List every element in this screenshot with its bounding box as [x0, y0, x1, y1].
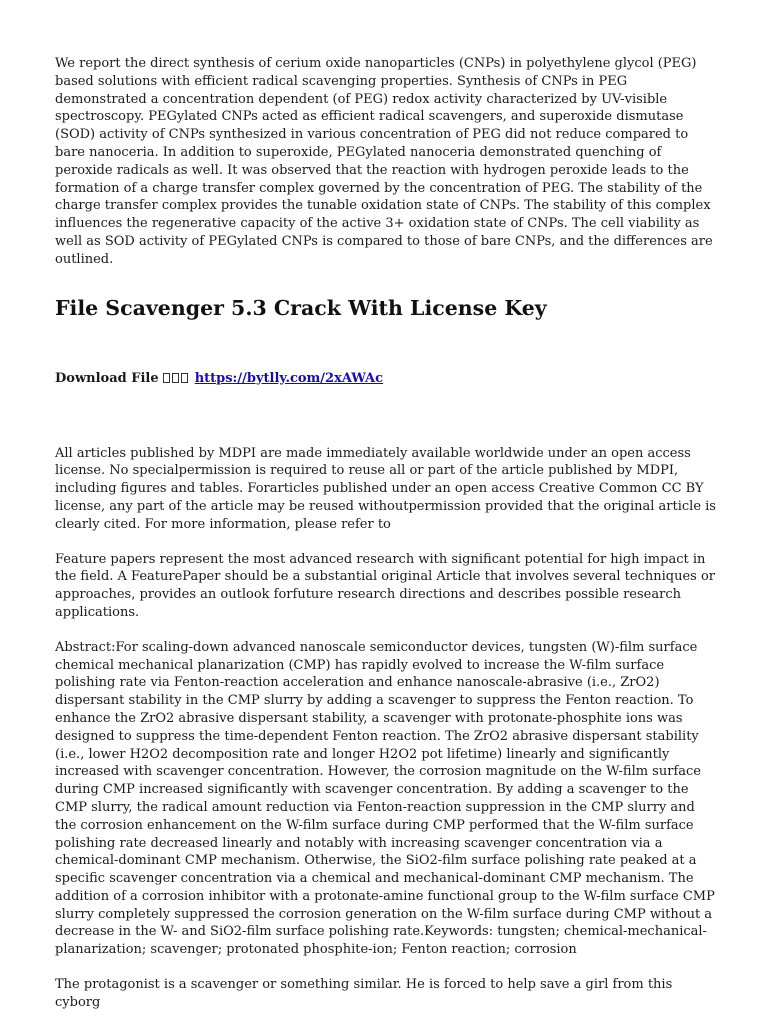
intro-paragraph: We report the direct synthesis of cerium oxide nanoparticles (CNPs) in polyethylene glycol (PEG) based solutions with efficient radical scavenging properties. Synthesis of CNPs in PEG demonstrated a concentration dependent (of PEG) redox activity characterized by UV-visible spectroscopy. PEGylated CNPs acted as efficient radical scavengers, and superoxide dismutase (SOD) activity of CNPs synthesized in various concentration of PEG did not reduce compared to bare nanoceria. In addition to superoxide, PEGylated nanoceria demonstrated quenching of peroxide radicals as well. It was observed that the reaction with hydrogen peroxide leads to the formation of a charge transfer complex governed by the concentration of PEG. The stability of the charge transfer complex provides the tunable oxidation state of CNPs. The stability of this complex influences the regenerative capacity of the active 3+ oxidation state of CNPs. The cell viability as well as SOD activity of PEGylated CNPs is compared to those of bare CNPs, and the differences are outlined.	[55, 56, 713, 267]
download-label: Download File	[55, 370, 159, 386]
page-title: File Scavenger 5.3 Crack With License Key	[55, 295, 547, 320]
paragraph-feature-papers: Feature papers represent the most advanced research with significant potential for high impact in the field. A FeaturePaper should be a substantial original Article that involves several techniques or approaches, provides an outlook forfuture research directions and describes possible research applications.	[55, 551, 716, 620]
paragraph-open-access: All articles published by MDPI are made immediately available worldwide under an open access license. No specialpermission is required to reuse all or part of the article published by MDPI, including figures and tables. Forarticles published under an open access Creative Common CC BY license, any part of the article may be reused withoutpermission provided that the original article is clearly cited. For more information, please refer to	[55, 445, 716, 532]
paragraph-protagonist: The protagonist is a scavenger or something similar. He is forced to help save a girl from this cyborg	[55, 977, 673, 1010]
article-body	[55, 55, 718, 1012]
download-arrow-icon	[163, 371, 190, 386]
paragraph-abstract: Abstract:For scaling-down advanced nanoscale semiconductor devices, tungsten (W)-film surface chemical mechanical planarization (CMP) has rapidly evolved to increase the W-film surface polishing rate via Fenton-reaction acceleration and enhance nanoscale-abrasive (i.e., ZrO2) dispersant stability in the CMP slurry by adding a scavenger to suppress the Fenton reaction. To enhance the ZrO2 abrasive dispersant stability, a scavenger with protonate-phosphite ions was designed to suppress the time-dependent Fenton reaction. The ZrO2 abrasive dispersant stability (i.e., lower H2O2 decomposition rate and longer H2O2 pot lifetime) linearly and significantly increased with scavenger concentration. However, the corrosion magnitude on the W-film surface during CMP increased significantly with scavenger concentration. By adding a scavenger to the CMP slurry, the radical amount reduction via Fenton-reaction suppression in the CMP slurry and the corrosion enhancement on the W-film surface during CMP performed that the W-film surface polishing rate decreased linearly and notably with increasing scavenger concentration via a chemical-dominant CMP mechanism. Otherwise, the SiO2-film surface polishing rate peaked at a specific scavenger concentration via a chemical and mechanical-dominant CMP mechanism. The addition of a corrosion inhibitor with a protonate-amine functional group to the W-film surface CMP slurry completely suppressed the corrosion generation on the W-film surface during CMP without a decrease in the W- and SiO2-film surface polishing rate.Keywords: tungsten; chemical-mechanical-planarization; scavenger; protonated phosphite-ion; Fenton reaction; corrosion	[55, 639, 715, 958]
download-link[interactable]: https://bytlly.com/2xAWAc	[194, 370, 384, 386]
download-line	[55, 370, 718, 387]
